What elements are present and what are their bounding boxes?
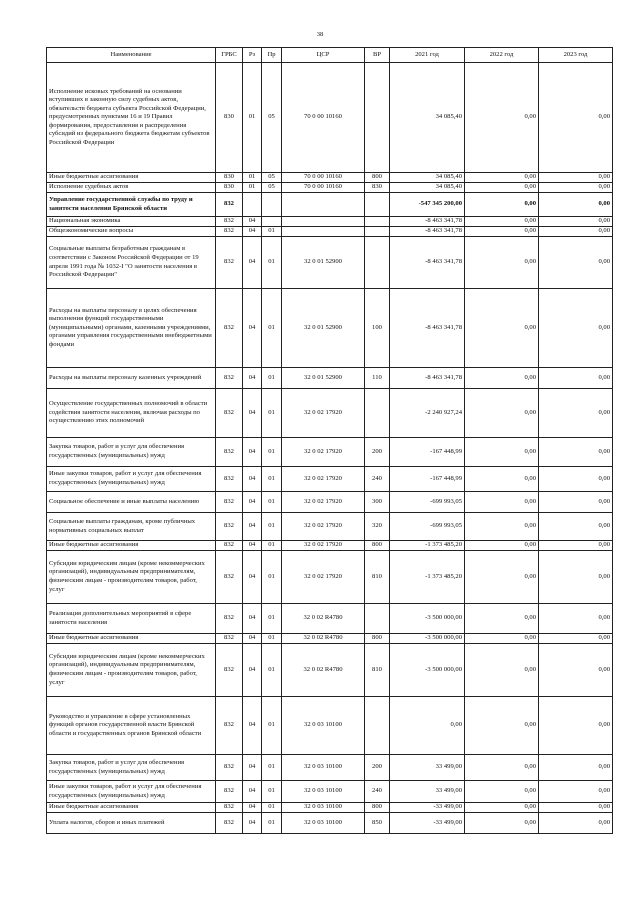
row-csr: 32 0 02 17920	[282, 513, 365, 541]
row-amount-2021: -8 463 341,78	[390, 237, 465, 289]
row-rz: 01	[243, 173, 262, 183]
table-row	[47, 193, 613, 217]
row-grbs: 830	[216, 173, 243, 183]
row-amount-2022: 0,00	[465, 513, 539, 541]
row-pr: 01	[262, 541, 282, 551]
row-name: Социальные выплаты гражданам, кроме публичных нормативных социальных выплат	[47, 513, 216, 541]
row-pr: 05	[262, 183, 282, 193]
row-csr: 32 0 03 10100	[282, 803, 365, 813]
row-amount-2023: 0,00	[539, 63, 613, 173]
row-amount-2022: 0,00	[465, 389, 539, 438]
table-row	[47, 237, 613, 289]
row-name: Общеэкономические вопросы	[47, 227, 216, 237]
row-amount-2021: -699 993,05	[390, 513, 465, 541]
table-row	[47, 183, 613, 193]
row-amount-2022: 0,00	[465, 63, 539, 173]
row-amount-2021: -8 463 341,78	[390, 227, 465, 237]
row-csr: 32 0 03 10100	[282, 755, 365, 781]
table-row	[47, 604, 613, 634]
row-grbs: 832	[216, 604, 243, 634]
row-csr: 32 0 02 17920	[282, 551, 365, 604]
row-amount-2022: 0,00	[465, 467, 539, 492]
table-row	[47, 467, 613, 492]
row-pr: 01	[262, 551, 282, 604]
row-rz: 04	[243, 781, 262, 803]
column-header-vr: ВР	[365, 48, 390, 63]
row-name: Субсидии юридическим лицам (кроме некоммерческих организаций), индивидуальным предпринимателям, физическим лицам - производителям товаров, работ, услуг	[47, 644, 216, 697]
row-amount-2023: 0,00	[539, 634, 613, 644]
row-amount-2023: 0,00	[539, 438, 613, 467]
row-rz: 04	[243, 803, 262, 813]
row-amount-2021: -2 240 927,24	[390, 389, 465, 438]
row-rz: 04	[243, 227, 262, 237]
row-amount-2022: 0,00	[465, 755, 539, 781]
row-grbs: 832	[216, 289, 243, 368]
row-grbs: 832	[216, 217, 243, 227]
row-amount-2021: -547 345 200,00	[390, 193, 465, 217]
row-pr: 01	[262, 389, 282, 438]
row-csr: 70 0 00 10160	[282, 173, 365, 183]
row-grbs: 832	[216, 467, 243, 492]
row-name: Управление государственной службы по труду и занятости населения Брянской области	[47, 193, 216, 217]
row-rz: 04	[243, 551, 262, 604]
row-vr: 110	[365, 368, 390, 389]
row-csr: 32 0 02 R4780	[282, 604, 365, 634]
row-pr	[262, 217, 282, 227]
row-grbs: 832	[216, 755, 243, 781]
page-number: 38	[316, 31, 324, 38]
row-grbs: 832	[216, 781, 243, 803]
row-grbs: 832	[216, 697, 243, 755]
column-header-2022: 2022 год	[465, 48, 539, 63]
row-amount-2023: 0,00	[539, 541, 613, 551]
row-amount-2022: 0,00	[465, 438, 539, 467]
row-pr: 01	[262, 368, 282, 389]
row-amount-2023: 0,00	[539, 183, 613, 193]
row-grbs: 832	[216, 551, 243, 604]
row-name: Социальные выплаты безработным гражданам в соответствии с Законом Российской Федерации от 19 апреля 1991 года № 1032-I "О занятости населения в Российской Федерации"	[47, 237, 216, 289]
row-amount-2023: 0,00	[539, 755, 613, 781]
row-amount-2023: 0,00	[539, 237, 613, 289]
table-body	[47, 63, 613, 834]
row-grbs: 832	[216, 237, 243, 289]
row-vr: 300	[365, 492, 390, 513]
row-amount-2021: 34 085,40	[390, 63, 465, 173]
row-grbs: 830	[216, 183, 243, 193]
row-rz: 04	[243, 604, 262, 634]
row-grbs: 832	[216, 644, 243, 697]
table-row	[47, 634, 613, 644]
row-vr	[365, 237, 390, 289]
row-pr: 01	[262, 813, 282, 834]
row-rz: 04	[243, 813, 262, 834]
row-vr: 800	[365, 634, 390, 644]
table-row	[47, 781, 613, 803]
row-amount-2021: -8 463 341,78	[390, 289, 465, 368]
row-amount-2021: 34 085,40	[390, 183, 465, 193]
column-header-name: Наименование	[47, 48, 216, 63]
row-amount-2022: 0,00	[465, 551, 539, 604]
row-vr: 240	[365, 467, 390, 492]
row-amount-2021: 33 499,00	[390, 755, 465, 781]
row-rz: 04	[243, 697, 262, 755]
row-amount-2022: 0,00	[465, 227, 539, 237]
row-csr: 32 0 03 10100	[282, 813, 365, 834]
row-csr: 32 0 02 17920	[282, 467, 365, 492]
row-rz: 04	[243, 541, 262, 551]
row-vr: 800	[365, 173, 390, 183]
row-pr: 05	[262, 63, 282, 173]
row-amount-2021: -8 463 341,78	[390, 217, 465, 227]
row-pr: 01	[262, 755, 282, 781]
row-amount-2022: 0,00	[465, 644, 539, 697]
row-amount-2023: 0,00	[539, 803, 613, 813]
row-grbs: 832	[216, 438, 243, 467]
row-name: Иные бюджетные ассигнования	[47, 803, 216, 813]
row-amount-2023: 0,00	[539, 467, 613, 492]
row-amount-2021: -1 373 485,20	[390, 551, 465, 604]
row-amount-2022: 0,00	[465, 237, 539, 289]
row-grbs: 832	[216, 492, 243, 513]
column-header-grbs: ГРБС	[216, 48, 243, 63]
row-amount-2022: 0,00	[465, 541, 539, 551]
row-vr	[365, 63, 390, 173]
table-row	[47, 389, 613, 438]
row-amount-2021: 0,00	[390, 697, 465, 755]
row-vr	[365, 697, 390, 755]
table-row	[47, 492, 613, 513]
row-csr: 32 0 02 17920	[282, 438, 365, 467]
row-grbs: 832	[216, 193, 243, 217]
row-amount-2023: 0,00	[539, 813, 613, 834]
row-name: Национальная экономика	[47, 217, 216, 227]
row-amount-2021: -167 448,99	[390, 467, 465, 492]
row-amount-2023: 0,00	[539, 604, 613, 634]
row-vr	[365, 217, 390, 227]
column-header-csr: ЦСР	[282, 48, 365, 63]
row-pr: 01	[262, 438, 282, 467]
table-row	[47, 813, 613, 834]
row-grbs: 832	[216, 389, 243, 438]
row-amount-2023: 0,00	[539, 551, 613, 604]
row-amount-2021: -3 500 000,00	[390, 634, 465, 644]
row-csr: 32 0 02 17920	[282, 492, 365, 513]
row-name: Иные бюджетные ассигнования	[47, 634, 216, 644]
row-amount-2022: 0,00	[465, 604, 539, 634]
row-vr: 830	[365, 183, 390, 193]
row-grbs: 832	[216, 227, 243, 237]
row-vr: 100	[365, 289, 390, 368]
table-row	[47, 438, 613, 467]
row-vr: 810	[365, 644, 390, 697]
row-vr: 850	[365, 813, 390, 834]
row-amount-2023: 0,00	[539, 227, 613, 237]
row-name: Иные бюджетные ассигнования	[47, 541, 216, 551]
row-pr: 01	[262, 492, 282, 513]
row-grbs: 832	[216, 513, 243, 541]
row-amount-2023: 0,00	[539, 644, 613, 697]
row-rz: 04	[243, 389, 262, 438]
row-amount-2023: 0,00	[539, 697, 613, 755]
column-header-rz: Рз	[243, 48, 262, 63]
row-csr	[282, 217, 365, 227]
row-vr	[365, 193, 390, 217]
row-amount-2022: 0,00	[465, 368, 539, 389]
row-rz: 04	[243, 237, 262, 289]
row-name: Иные бюджетные ассигнования	[47, 173, 216, 183]
row-pr: 01	[262, 237, 282, 289]
row-amount-2023: 0,00	[539, 173, 613, 183]
row-name: Социальное обеспечение и иные выплаты населению	[47, 492, 216, 513]
row-amount-2021: -3 500 000,00	[390, 644, 465, 697]
row-pr: 01	[262, 227, 282, 237]
row-vr: 200	[365, 755, 390, 781]
row-rz	[243, 193, 262, 217]
row-amount-2023: 0,00	[539, 289, 613, 368]
table-row	[47, 803, 613, 813]
row-rz: 04	[243, 438, 262, 467]
row-name: Осуществление государственных полномочий в области содействия занятости населения, включая расходы по осуществлению этих полномочий	[47, 389, 216, 438]
row-amount-2022: 0,00	[465, 173, 539, 183]
row-csr: 32 0 03 10100	[282, 781, 365, 803]
row-grbs: 832	[216, 634, 243, 644]
row-amount-2021: -8 463 341,78	[390, 368, 465, 389]
row-rz: 04	[243, 492, 262, 513]
row-amount-2021: -699 993,05	[390, 492, 465, 513]
table-row	[47, 289, 613, 368]
row-amount-2023: 0,00	[539, 513, 613, 541]
row-pr: 05	[262, 173, 282, 183]
row-csr: 70 0 00 10160	[282, 183, 365, 193]
table-row	[47, 755, 613, 781]
row-name: Реализация дополнительных мероприятий в сфере занятости населения	[47, 604, 216, 634]
row-name: Исполнение исковых требований на основании вступивших в законную силу судебных актов, обязательств бюджета субъекта Российской Федерации, предусмотренных пунктами 16 и 19 Правил формирования, предоставления и распределения субсидий из федерального бюджета бюджетам субъектов Российской Федерации	[47, 63, 216, 173]
row-name: Расходы на выплаты персоналу в целях обеспечения выполнения функций государственными (муниципальными) органами, казенными учреждениями, органами управления государственными внебюджетными фондами	[47, 289, 216, 368]
row-pr: 01	[262, 803, 282, 813]
row-csr: 32 0 02 R4780	[282, 634, 365, 644]
row-grbs: 832	[216, 803, 243, 813]
table-row	[47, 217, 613, 227]
row-amount-2021: -33 499,00	[390, 813, 465, 834]
row-amount-2022: 0,00	[465, 634, 539, 644]
column-header-pr: Пр	[262, 48, 282, 63]
table-row	[47, 227, 613, 237]
row-pr: 01	[262, 467, 282, 492]
row-csr	[282, 227, 365, 237]
row-name: Иные закупки товаров, работ и услуг для обеспечения государственных (муниципальных) нужд	[47, 781, 216, 803]
row-amount-2023: 0,00	[539, 389, 613, 438]
row-amount-2021: -33 499,00	[390, 803, 465, 813]
row-grbs: 832	[216, 813, 243, 834]
table-row	[47, 541, 613, 551]
row-amount-2023: 0,00	[539, 368, 613, 389]
row-rz: 01	[243, 183, 262, 193]
row-amount-2021: -167 448,99	[390, 438, 465, 467]
row-vr: 800	[365, 803, 390, 813]
row-rz: 04	[243, 467, 262, 492]
column-header-2021: 2021 год	[390, 48, 465, 63]
row-name: Субсидии юридическим лицам (кроме некоммерческих организаций), индивидуальным предпринимателям, физическим лицам - производителям товаров, работ, услуг	[47, 551, 216, 604]
row-name: Закупка товаров, работ и услуг для обеспечения государственных (муниципальных) нужд	[47, 755, 216, 781]
row-amount-2022: 0,00	[465, 492, 539, 513]
row-rz: 04	[243, 368, 262, 389]
budget-table	[46, 47, 613, 834]
row-rz: 04	[243, 217, 262, 227]
table-row	[47, 173, 613, 183]
row-amount-2022: 0,00	[465, 803, 539, 813]
row-amount-2022: 0,00	[465, 183, 539, 193]
row-csr: 32 0 02 17920	[282, 541, 365, 551]
row-amount-2021: -3 500 000,00	[390, 604, 465, 634]
row-csr: 32 0 01 52900	[282, 237, 365, 289]
row-pr: 01	[262, 697, 282, 755]
row-amount-2022: 0,00	[465, 813, 539, 834]
row-vr	[365, 227, 390, 237]
row-csr: 32 0 02 R4780	[282, 644, 365, 697]
row-pr: 01	[262, 513, 282, 541]
row-pr	[262, 193, 282, 217]
row-rz: 04	[243, 644, 262, 697]
row-vr	[365, 389, 390, 438]
row-vr: 320	[365, 513, 390, 541]
row-csr: 70 0 00 10160	[282, 63, 365, 173]
row-name: Исполнение судебных актов	[47, 183, 216, 193]
row-csr: 32 0 02 17920	[282, 389, 365, 438]
row-vr: 810	[365, 551, 390, 604]
row-pr: 01	[262, 781, 282, 803]
row-name: Уплата налогов, сборов и иных платежей	[47, 813, 216, 834]
table-row	[47, 697, 613, 755]
table-row	[47, 513, 613, 541]
row-amount-2023: 0,00	[539, 781, 613, 803]
row-amount-2023: 0,00	[539, 492, 613, 513]
row-vr	[365, 604, 390, 634]
row-grbs: 832	[216, 368, 243, 389]
row-rz: 04	[243, 289, 262, 368]
table-row	[47, 63, 613, 173]
row-rz: 01	[243, 63, 262, 173]
row-pr: 01	[262, 604, 282, 634]
row-amount-2022: 0,00	[465, 289, 539, 368]
row-rz: 04	[243, 634, 262, 644]
row-csr: 32 0 01 52900	[282, 289, 365, 368]
row-name: Расходы на выплаты персоналу казенных учреждений	[47, 368, 216, 389]
row-grbs: 832	[216, 541, 243, 551]
row-amount-2021: 34 085,40	[390, 173, 465, 183]
row-rz: 04	[243, 513, 262, 541]
row-name: Руководство и управление в сфере установленных функций органов государственной власти Брянской области и государственных органов Брянской области	[47, 697, 216, 755]
row-csr: 32 0 03 10100	[282, 697, 365, 755]
column-header-2023: 2023 год	[539, 48, 613, 63]
table-row	[47, 551, 613, 604]
table-row	[47, 644, 613, 697]
table-header-row	[47, 48, 613, 63]
row-pr: 01	[262, 644, 282, 697]
row-name: Закупка товаров, работ и услуг для обеспечения государственных (муниципальных) нужд	[47, 438, 216, 467]
row-amount-2023: 0,00	[539, 217, 613, 227]
table-row	[47, 368, 613, 389]
row-vr: 200	[365, 438, 390, 467]
row-csr	[282, 193, 365, 217]
row-amount-2022: 0,00	[465, 697, 539, 755]
row-pr: 01	[262, 634, 282, 644]
row-csr: 32 0 01 52900	[282, 368, 365, 389]
row-name: Иные закупки товаров, работ и услуг для обеспечения государственных (муниципальных) нужд	[47, 467, 216, 492]
row-amount-2022: 0,00	[465, 217, 539, 227]
row-amount-2021: 33 499,00	[390, 781, 465, 803]
row-vr: 800	[365, 541, 390, 551]
row-amount-2023: 0,00	[539, 193, 613, 217]
row-grbs: 830	[216, 63, 243, 173]
row-vr: 240	[365, 781, 390, 803]
row-amount-2022: 0,00	[465, 781, 539, 803]
row-rz: 04	[243, 755, 262, 781]
row-pr: 01	[262, 289, 282, 368]
row-amount-2021: -1 373 485,20	[390, 541, 465, 551]
row-amount-2022: 0,00	[465, 193, 539, 217]
